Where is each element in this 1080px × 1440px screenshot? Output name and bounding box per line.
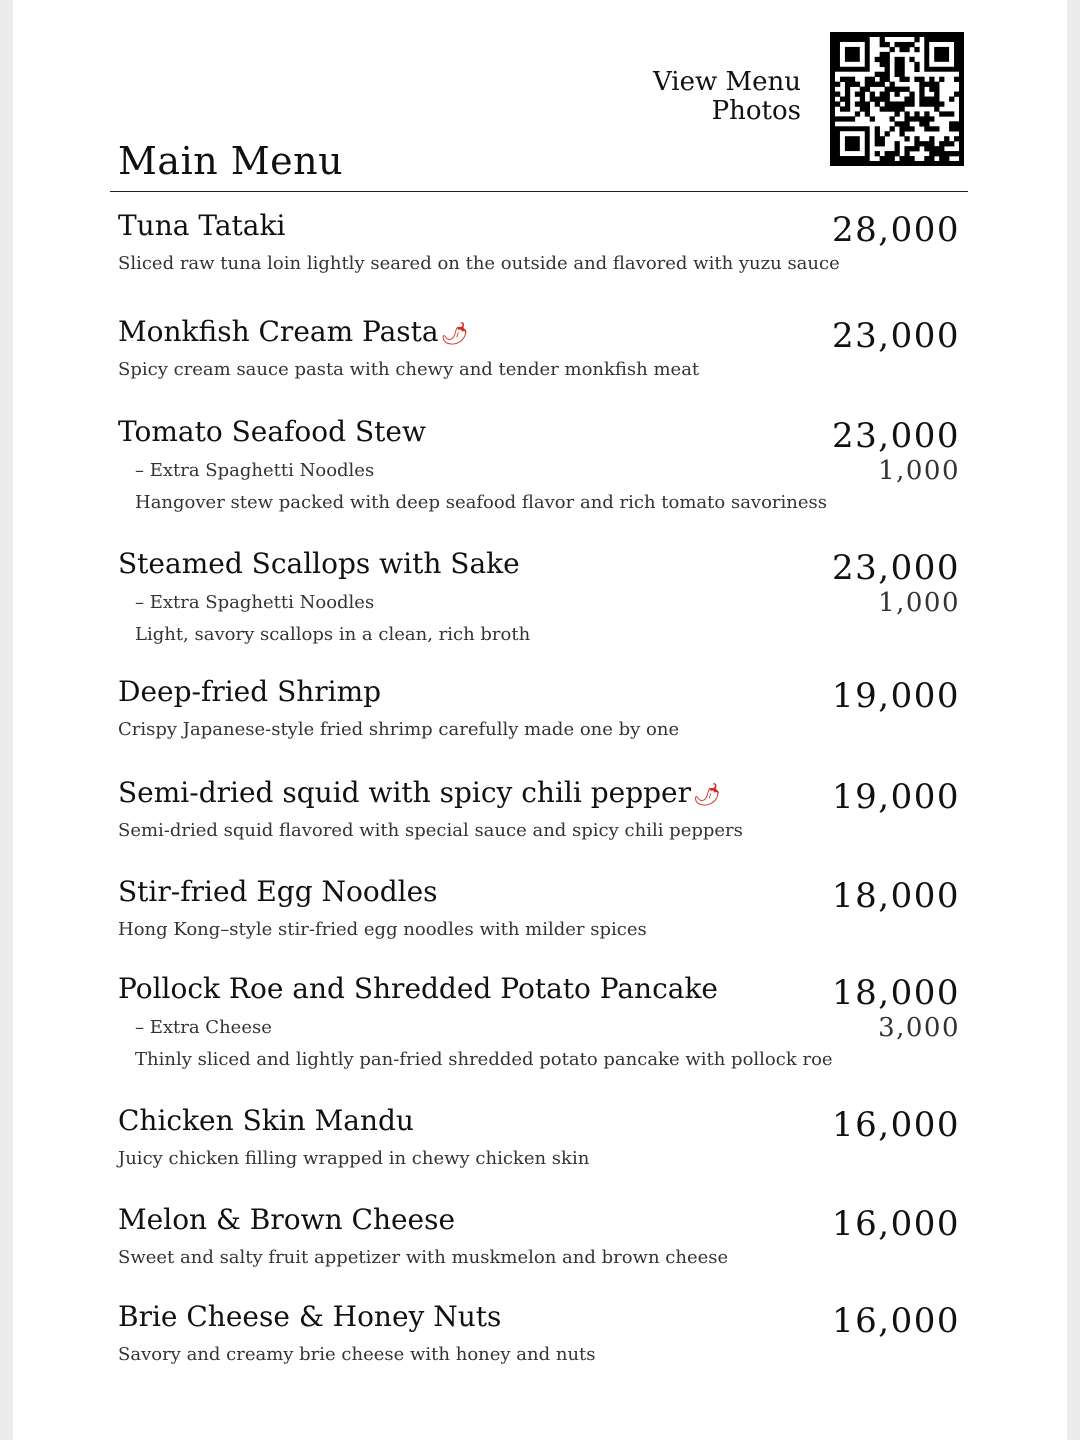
item-name: Brie Cheese & Honey Nuts (118, 1300, 502, 1333)
item-description: Semi-dried squid flavored with special sauce and spicy chili peppers (118, 820, 743, 841)
item-price: 16,000 (832, 1105, 960, 1145)
item-description: Thinly sliced and lightly pan-fried shredded potato pancake with pollock roe (135, 1049, 833, 1070)
item-name: Monkfish Cream Pasta🌶 (118, 315, 469, 348)
item-price: 18,000 (832, 876, 960, 916)
item-description: Sliced raw tuna loin lightly seared on the outside and flavored with yuzu sauce (118, 253, 840, 274)
item-price: 16,000 (832, 1301, 960, 1341)
extra-name: – Extra Cheese (135, 1017, 272, 1038)
item-description: Crispy Japanese-style fried shrimp carefully made one by one (118, 719, 680, 740)
extra-name: – Extra Spaghetti Noodles (135, 460, 375, 481)
qr-code-icon[interactable] (830, 32, 964, 166)
item-description: Hangover stew packed with deep seafood flavor and rich tomato savoriness (135, 492, 828, 513)
view-menu-photos-label (653, 68, 801, 126)
extra-name: – Extra Spaghetti Noodles (135, 592, 375, 613)
item-name: Tomato Seafood Stew (118, 415, 426, 448)
item-price: 23,000 (832, 416, 960, 456)
menu-header (13, 0, 1067, 192)
item-price: 19,000 (832, 777, 960, 817)
item-description: Juicy chicken filling wrapped in chewy chicken skin (118, 1148, 590, 1169)
item-description: Savory and creamy brie cheese with honey and nuts (118, 1344, 596, 1365)
chili-pepper-icon: 🌶 (693, 783, 721, 808)
chili-pepper-icon: 🌶 (440, 322, 469, 347)
item-name: Steamed Scallops with Sake (118, 547, 520, 580)
item-name: Pollock Roe and Shredded Potato Pancake (118, 972, 718, 1005)
item-description: Light, savory scallops in a clean, rich broth (135, 624, 531, 645)
item-extra (135, 458, 960, 484)
extra-price: 1,000 (878, 588, 960, 618)
item-extra (135, 590, 960, 616)
header-divider (110, 191, 968, 192)
extra-price: 1,000 (878, 456, 960, 486)
extra-price: 3,000 (878, 1013, 960, 1043)
item-name: Melon & Brown Cheese (118, 1203, 456, 1236)
item-price: 19,000 (832, 676, 960, 716)
page-title: Main Menu (118, 139, 344, 183)
item-name: Chicken Skin Mandu (118, 1104, 414, 1137)
item-description: Sweet and salty fruit appetizer with muskmelon and brown cheese (118, 1247, 729, 1268)
item-description: Spicy cream sauce pasta with chewy and tender monkfish meat (118, 359, 700, 380)
item-description: Hong Kong–style stir-fried egg noodles with milder spices (118, 919, 647, 940)
photos-label-line1: View Menu (652, 67, 801, 97)
item-price: 23,000 (832, 316, 960, 356)
item-name: Tuna Tataki (118, 209, 286, 242)
item-price: 23,000 (832, 548, 960, 588)
item-name: Stir-fried Egg Noodles (118, 875, 438, 908)
item-price: 28,000 (832, 210, 960, 250)
item-name: Deep-fried Shrimp (118, 675, 382, 708)
menu-page (13, 0, 1067, 1440)
item-price: 18,000 (832, 973, 960, 1013)
photos-label-line2: Photos (711, 96, 801, 126)
item-name: Semi-dried squid with spicy chili pepper🌶 (118, 776, 721, 809)
item-extra (135, 1015, 960, 1041)
item-price: 16,000 (832, 1204, 960, 1244)
